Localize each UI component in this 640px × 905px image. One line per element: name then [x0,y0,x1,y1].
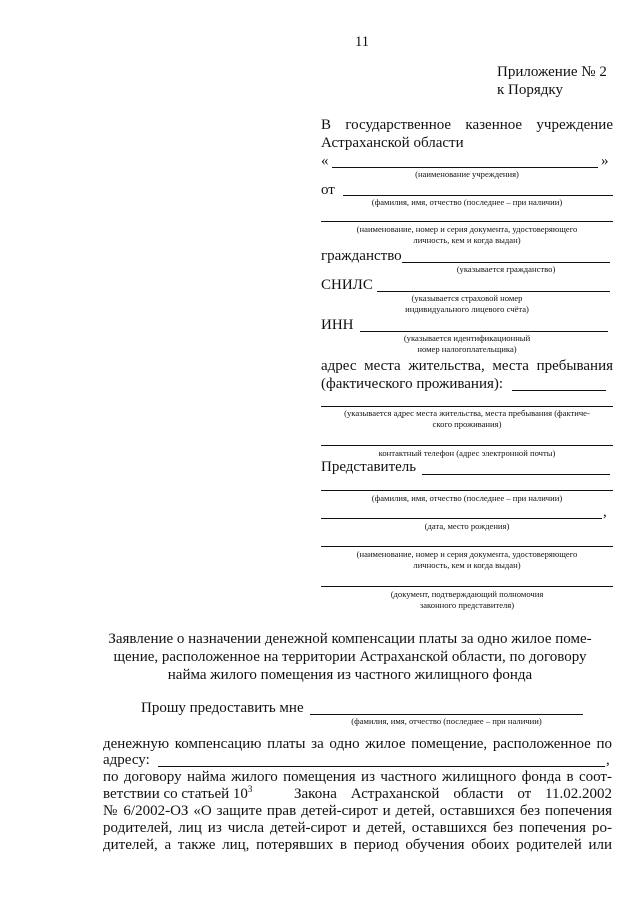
request-text: Прошу предоставить мне [141,700,304,716]
rep-document-field[interactable] [321,546,613,547]
snils-field[interactable] [377,291,610,292]
address-field-2[interactable] [321,406,613,407]
rep-authority-field[interactable] [321,586,613,587]
addressee-line-1: В государственное казенное учреждение [321,117,613,133]
request-fio-hint: (фамилия, имя, отчество (последнее – при наличии) [351,716,542,726]
contact-field[interactable] [321,445,613,446]
rep-birth-comma: , [603,504,607,520]
institution-hint: (наименование учреждения) [415,169,519,179]
address-label-1: адрес места жительства, места пребывания [321,358,613,374]
body-address-label: адресу: [103,752,150,768]
inn-hint-1: (указывается идентификационный [403,333,531,343]
body-line-4 [103,786,612,803]
statement-title-line-3: найма жилого помещения из частного жилищного фонда [167,667,533,683]
quote-close: » [601,153,609,169]
rep-document-hint-2: личность, кем и когда выдан) [413,560,521,570]
applicant-document-hint-1: (наименование, номер и серия документа, удостоверяющего [356,224,578,234]
body-line-5: № 6/2002-ОЗ «О защите прав детей-сирот и детей, оставшихся без попечения [103,803,612,819]
address-hint-2: ского проживания) [432,419,502,429]
rep-birth-hint: (дата, место рождения) [424,521,510,531]
snils-label: СНИЛС [321,277,373,293]
body-address-comma: , [606,752,610,768]
rep-birth-field[interactable] [321,518,602,519]
rep-authority-hint-1: (документ, подтверждающий полномочия [390,589,544,599]
snils-hint-2: индивидуального лицевого счёта) [405,304,529,314]
representative-label: Представитель [321,459,417,475]
citizenship-label: гражданство [321,248,402,264]
appendix-title: Приложение № 2 [497,64,607,80]
rep-fio-field[interactable] [321,490,613,491]
inn-hint-2: номер налогоплательщика) [417,344,517,354]
rep-authority-hint-2: законного представителя) [419,600,515,610]
applicant-fio-field[interactable] [343,195,613,196]
page-number: 11 [355,34,369,50]
representative-field[interactable] [422,474,610,475]
body-line-4-article-text: ветствии со статьей 10 [103,786,248,802]
contact-hint: контактный телефон (адрес электронной почты) [378,448,556,458]
quote-open: « [321,153,329,169]
applicant-fio-hint: (фамилия, имя, отчество (последнее – при наличии) [371,197,563,207]
citizenship-hint: (указывается гражданство) [456,264,556,274]
request-fio-field[interactable] [310,714,583,715]
inn-label: ИНН [321,317,354,333]
article-superscript: 3 [247,784,253,794]
from-label: от [321,182,335,198]
citizenship-field[interactable] [402,262,610,263]
body-address-field[interactable] [158,766,605,767]
applicant-document-field[interactable] [321,221,613,222]
body-line-7: дителей, а также лиц, потерявших в период обучения обоих родителей или [103,837,612,853]
appendix-subtitle: к Порядку [497,82,563,98]
address-hint-1: (указывается адрес места жительства, места пребывания (фактиче- [344,408,590,418]
body-line-1: денежную компенсацию платы за одно жилое помещение, расположенное по [103,736,612,752]
rep-document-hint-1: (наименование, номер и серия документа, удостоверяющего [356,549,578,559]
body-line-4-law: Закона Астраханской области от 11.02.2002 [294,786,612,802]
address-label-2: (фактического проживания): [321,376,504,392]
institution-field[interactable] [332,167,598,168]
applicant-document-hint-2: личность, кем и когда выдан) [413,235,521,245]
body-line-3: по договору найма жилого помещения из частного жилищного фонда в соот- [103,769,612,785]
body-line-6: родителей, лиц из числа детей-сирот и детей, оставшихся без попечения ро- [103,820,612,836]
snils-hint-1: (указывается страховой номер [411,293,523,303]
addressee-line-2: Астраханской области [321,135,464,151]
inn-field[interactable] [360,331,608,332]
address-field-1[interactable] [512,390,606,391]
statement-title-line-2: щение, расположенное на территории Астраханской области, по договору [113,649,587,665]
rep-fio-hint: (фамилия, имя, отчество (последнее – при наличии) [371,493,563,503]
body-line-4-article [103,786,252,803]
statement-title-line-1: Заявление о назначении денежной компенсации платы за одно жилое поме- [108,631,592,647]
